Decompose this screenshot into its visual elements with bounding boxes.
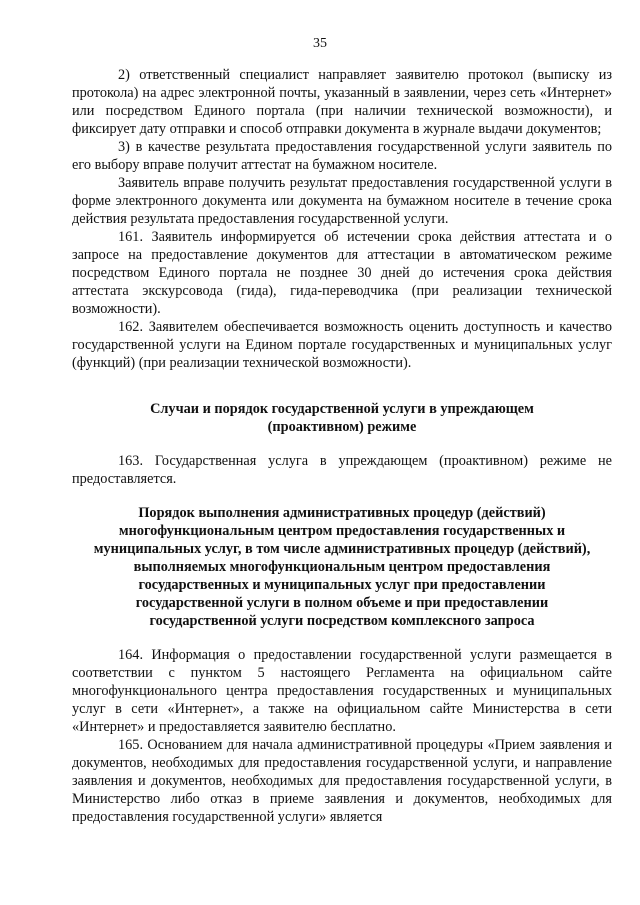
paragraph-3: 3) в качестве результата предоставления государственной услуги заявитель по его выбору вправе получит аттестат на бумажном носителе.	[72, 139, 612, 173]
heading-line: государственной услуги в полном объеме и при предоставлении	[135, 595, 549, 611]
paragraph-165: 165. Основанием для начала административной процедуры «Прием заявления и документов, необходимых для предоставления государственной услуги, и направление заявления и документов, необходимых для предоставления государственной услуги, в Министерство либо отказ в приеме заявления и документов, необходимых для предоставления государственной услуги» является	[72, 737, 612, 825]
heading-line: Порядок выполнения административных процедур (действий)	[138, 505, 546, 521]
heading-line: Случаи и порядок государственной услуги в упреждающем	[150, 401, 534, 417]
text-block-3	[72, 646, 612, 826]
heading-line: выполняемых многофункциональным центром предоставления	[133, 559, 551, 575]
paragraph-162: 162. Заявителем обеспечивается возможность оценить доступность и качество государственной услуги на Едином портале государственных и муниципальных услуг (функций) (при реализации технической возможности).	[72, 319, 612, 371]
heading-proactive-mode	[72, 400, 612, 436]
heading-line: (проактивном) режиме	[267, 419, 417, 435]
heading-line: муниципальных услуг, в том числе административных процедур (действий),	[93, 541, 591, 557]
paragraph-result-options: Заявитель вправе получить результат предоставления государственной услуги в форме электронного документа или документа на бумажном носителе в течение срока действия результата предоставления государственной услуги.	[72, 175, 612, 227]
paragraph-164: 164. Информация о предоставлении государственной услуги размещается в соответствии с пунктом 5 настоящего Регламента на официальном сайте многофункционального центра предоставления государственных и муниципальных услуг в сети «Интернет», а также на официальном сайте Министерства в сети «Интернет» и предоставляется заявителю бесплатно.	[72, 647, 612, 735]
page-number: 35	[313, 36, 327, 51]
text-block-1	[72, 66, 612, 372]
heading-line: государственных и муниципальных услуг при предоставлении	[138, 577, 546, 593]
heading-line: многофункциональным центром предоставления государственных и	[118, 523, 566, 539]
text-block-2	[72, 452, 612, 488]
paragraph-2: 2) ответственный специалист направляет заявителю протокол (выписку из протокола) на адрес электронной почты, указанный в заявлении, через сеть «Интернет» или посредством Единого портала (при наличии технической возможности), и фиксирует дату отправки и способ отправки документа в журнале выдачи документов;	[72, 67, 612, 137]
paragraph-161: 161. Заявитель информируется об истечении срока действия аттестата и о запросе на предоставление документов для аттестации в автоматическом режиме посредством Единого портала не позднее 30 дней до истечения срока действия аттестата экскурсовода (гида), гида-переводчика (при реализации технической возможности).	[72, 229, 612, 317]
heading-mfc-procedures	[72, 504, 612, 630]
heading-line: государственной услуги посредством комплексного запроса	[149, 613, 535, 629]
paragraph-163: 163. Государственная услуга в упреждающем (проактивном) режиме не предоставляется.	[72, 453, 612, 487]
